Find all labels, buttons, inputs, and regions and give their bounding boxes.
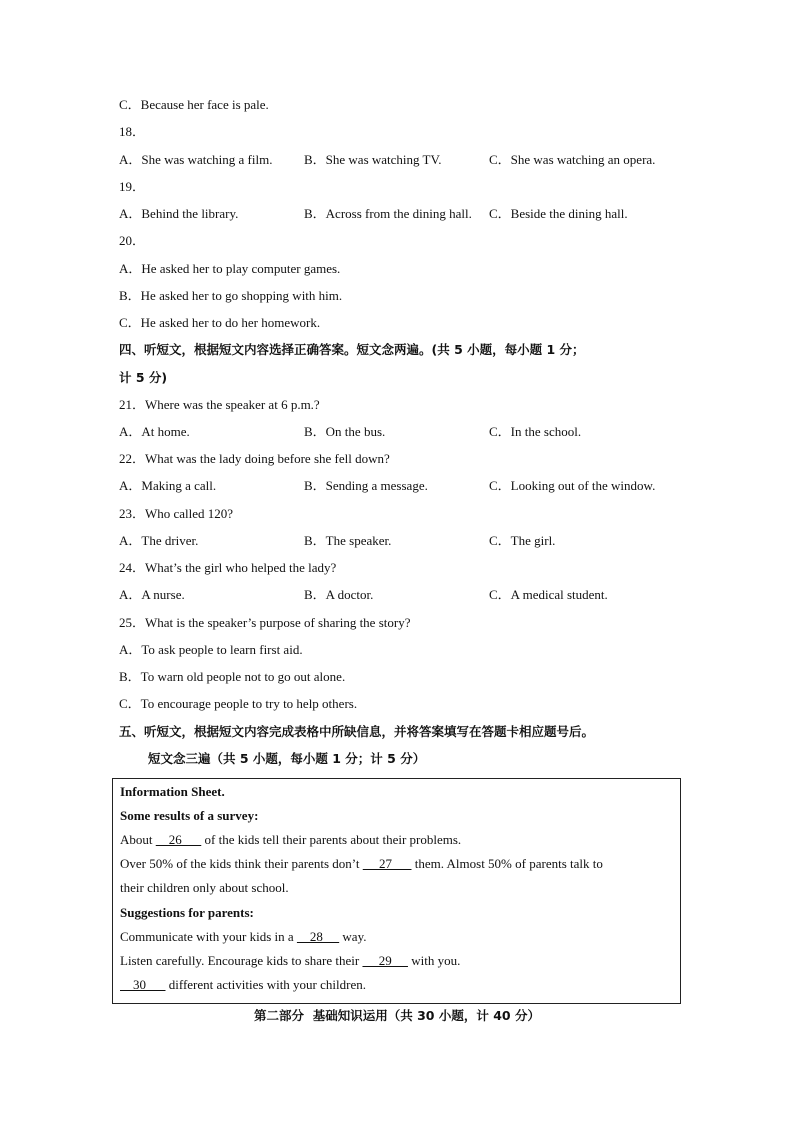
section5-heading-line2: 短文念三遍（共 5 小题，每小题 1 分；计 5 分） <box>148 751 426 766</box>
sheet-line-26-prefix: About <box>120 832 156 847</box>
blank-26: 26 <box>155 832 202 847</box>
q19-option-a: A．Behind the library. <box>119 206 239 221</box>
q21-option-a: A．At home. <box>119 424 190 439</box>
q24-option-c: C．A medical student. <box>489 587 608 602</box>
sheet-line-26 <box>120 832 461 848</box>
q22-option-a: A．Making a call. <box>119 478 217 493</box>
q18-number: 18． <box>119 124 146 139</box>
sheet-line-29-suffix: with you. <box>407 953 461 968</box>
q25-option-b: B．To warn old people not to go out alone. <box>119 669 346 684</box>
q23-option-b: B．The speaker. <box>304 533 392 548</box>
sheet-line-26-suffix: of the kids tell their parents about their problems. <box>201 832 462 847</box>
section4-heading-line2: 计 5 分) <box>119 370 168 385</box>
sheet-title: Information Sheet. <box>120 784 225 799</box>
blank-29: 29 <box>362 953 408 968</box>
q24-stem: 24．What’s the girl who helped the lady? <box>119 560 337 575</box>
q20-option-a: A．He asked her to play computer games. <box>119 261 341 276</box>
section5-heading-line1: 五、听短文，根据短文内容完成表格中所缺信息，并将答案填写在答题卡相应题号后。 <box>119 724 595 739</box>
q20-option-b: B．He asked her to go shopping with him. <box>119 288 343 303</box>
blank-28: 28 <box>296 929 340 944</box>
q25-option-a: A．To ask people to learn first aid. <box>119 642 303 657</box>
sheet-line-27-cont: their children only about school. <box>120 880 289 895</box>
q24-option-a: A．A nurse. <box>119 587 185 602</box>
sheet-line-30-suffix: different activities with your children. <box>165 977 366 992</box>
sheet-line-28-suffix: way. <box>339 929 367 944</box>
sheet-suggestions-heading: Suggestions for parents: <box>120 905 254 920</box>
q18-option-c: C．She was watching an opera. <box>489 152 656 167</box>
q25-stem: 25．What is the speaker’s purpose of sharing the story? <box>119 615 411 630</box>
q23-option-a: A．The driver. <box>119 533 199 548</box>
sheet-line-28 <box>120 929 367 945</box>
q22-option-b: B．Sending a message. <box>304 478 428 493</box>
sheet-line-27 <box>120 856 603 872</box>
sheet-line-30 <box>120 977 366 993</box>
blank-27: 27 <box>362 856 412 871</box>
q19-option-b: B．Across from the dining hall. <box>304 206 472 221</box>
section4-heading-line1: 四、听短文，根据短文内容选择正确答案。短文念两遍。(共 5 小题，每小题 1 分； <box>119 342 585 357</box>
q18-option-b: B．She was watching TV. <box>304 152 442 167</box>
sheet-line-29-prefix: Listen carefully. Encourage kids to share their <box>120 953 363 968</box>
q18-option-a: A．She was watching a film. <box>119 152 273 167</box>
q21-stem: 21．Where was the speaker at 6 p.m.? <box>119 397 320 412</box>
q20-number: 20． <box>119 233 146 248</box>
sheet-line-27-suffix: them. Almost 50% of parents talk to <box>411 856 603 871</box>
q22-stem: 22．What was the lady doing before she fell down? <box>119 451 390 466</box>
q19-option-c: C．Beside the dining hall. <box>489 206 628 221</box>
blank-30: 30 <box>120 977 166 992</box>
q23-stem: 23．Who called 120? <box>119 506 234 521</box>
q20-option-c: C．He asked her to do her homework. <box>119 315 321 330</box>
information-sheet-box <box>112 778 681 1004</box>
q21-option-c: C．In the school. <box>489 424 582 439</box>
q24-option-b: B．A doctor. <box>304 587 374 602</box>
q23-option-c: C．The girl. <box>489 533 556 548</box>
part2-heading: 第二部分 基础知识运用（共 30 小题，计 40 分） <box>254 1008 540 1023</box>
q17-option-c: C．Because her face is pale. <box>119 97 269 112</box>
sheet-line-27-prefix: Over 50% of the kids think their parents don’t <box>120 856 363 871</box>
sheet-line-28-prefix: Communicate with your kids in a <box>120 929 297 944</box>
sheet-survey-heading: Some results of a survey: <box>120 808 259 823</box>
q21-option-b: B．On the bus. <box>304 424 386 439</box>
sheet-line-29 <box>120 953 460 969</box>
q25-option-c: C．To encourage people to try to help others. <box>119 696 358 711</box>
q22-option-c: C．Looking out of the window. <box>489 478 656 493</box>
q19-number: 19． <box>119 179 146 194</box>
